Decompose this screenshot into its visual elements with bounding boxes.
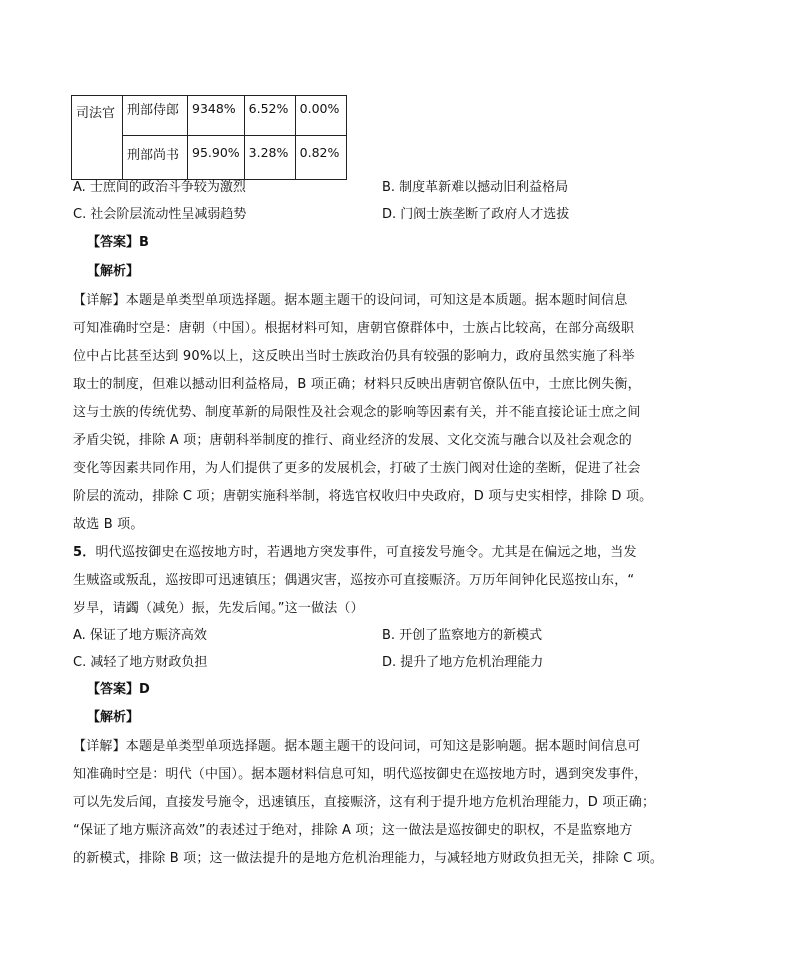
q5-detail-line: 的新模式，排除 B 项；这一做法提升的是地方危机治理能力，与减轻地方财政负担无关，排除 C 项。 xyxy=(73,851,664,866)
table-row xyxy=(72,96,347,136)
q4-option-b: B. 制度革新难以撼动旧利益格局 xyxy=(382,180,569,195)
value-cell: 3.28% xyxy=(244,136,295,180)
q5-detail-line: “保证了地方赈济高效”的表述过于绝对，排除 A 项；这一做法是巡按御史的职权，不是监察地方 xyxy=(73,823,633,838)
q5-stem-line: 生贼盗或叛乱，巡按即可迅速镇压；偶遇灾害，巡按亦可直接赈济。万历年间钟化民巡按山东，“ xyxy=(73,573,635,588)
value-cell: 9348% xyxy=(188,96,245,136)
q4-answer: 【答案】B xyxy=(87,235,149,250)
q4-analysis-label: 【解析】 xyxy=(87,264,140,279)
q5-option-c: C. 减轻了地方财政负担 xyxy=(73,655,208,670)
q4-detail-line: 这与士族的传统优势、制度革新的局限性及社会观念的影响等因素有关，并不能直接论证士庶之间 xyxy=(73,405,641,420)
q5-detail-line: 【详解】本题是单类型单项选择题。据本题主题干的设问词，可知这是影响题。据本题时间信息可 xyxy=(73,739,641,754)
q4-detail-line: 阶层的流动，排除 C 项；唐朝实施科举制，将选官权收归中央政府，D 项与史实相悖，排除 D 项。 xyxy=(73,489,653,504)
q5-detail-line: 知准确时空是：明代（中国）。据本题材料信息可知，明代巡按御史在巡按地方时，遇到突发事件， xyxy=(73,767,648,782)
q4-option-a: A. 士庶间的政治斗争较为激烈 xyxy=(73,180,246,195)
official-ratio-table xyxy=(71,95,347,180)
q5-option-b: B. 开创了监察地方的新模式 xyxy=(382,628,543,643)
q5-analysis-label: 【解析】 xyxy=(87,710,140,725)
category-cell: 司法官 xyxy=(72,96,123,180)
q5-option-d: D. 提升了地方危机治理能力 xyxy=(382,655,544,670)
q4-detail-line: 位中占比甚至达到 90%以上，这反映出当时士族政治仍具有较强的影响力，政府虽然实施了科举 xyxy=(73,349,635,364)
role-cell: 刑部尚书 xyxy=(123,136,188,180)
q5-detail-line: 可以先发后闻，直接发号施令，迅速镇压，直接赈济，这有利于提升地方危机治理能力，D 项正确； xyxy=(73,795,656,810)
question-number: 5． xyxy=(73,545,96,560)
value-cell: 6.52% xyxy=(244,96,295,136)
q4-detail-line: 可知准确时空是：唐朝（中国）。根据材料可知，唐朝官僚群体中，士族占比较高，在部分高级职 xyxy=(73,321,635,336)
value-cell: 0.00% xyxy=(295,96,346,136)
role-cell: 刑部侍郎 xyxy=(123,96,188,136)
q5-answer: 【答案】D xyxy=(87,682,150,697)
q5-stem-text: 明代巡按御史在巡按地方时，若遇地方突发事件，可直接发号施令。尤其是在偏远之地，当发 xyxy=(95,545,637,560)
q4-option-d: D. 门阀士族垄断了政府人才选拔 xyxy=(382,207,570,222)
value-cell: 0.82% xyxy=(295,136,346,180)
q4-detail-line: 取士的制度，但难以撼动旧利益格局，B 项正确；材料只反映出唐朝官僚队伍中，士庶比例失衡， xyxy=(73,377,641,392)
q5-stem-line: 岁旱，请蠲（减免）振，先发后闻。”这一做法（） xyxy=(73,601,364,616)
q4-detail-line: 矛盾尖锐，排除 A 项；唐朝科举制度的推行、商业经济的发展、文化交流与融合以及社会观念的 xyxy=(73,433,632,448)
q5-option-a: A. 保证了地方赈济高效 xyxy=(73,628,207,643)
q4-detail-line: 故选 B 项。 xyxy=(73,517,144,532)
q4-detail-line: 变化等因素共同作用，为人们提供了更多的发展机会，打破了士族门阀对仕途的垄断，促进了社会 xyxy=(73,461,641,476)
q4-option-c: C. 社会阶层流动性呈减弱趋势 xyxy=(73,207,247,222)
value-cell: 95.90% xyxy=(188,136,245,180)
q5-stem-line xyxy=(73,541,637,560)
q4-detail-line: 【详解】本题是单类型单项选择题。据本题主题干的设问词，可知这是本质题。据本题时间信息 xyxy=(73,293,628,308)
